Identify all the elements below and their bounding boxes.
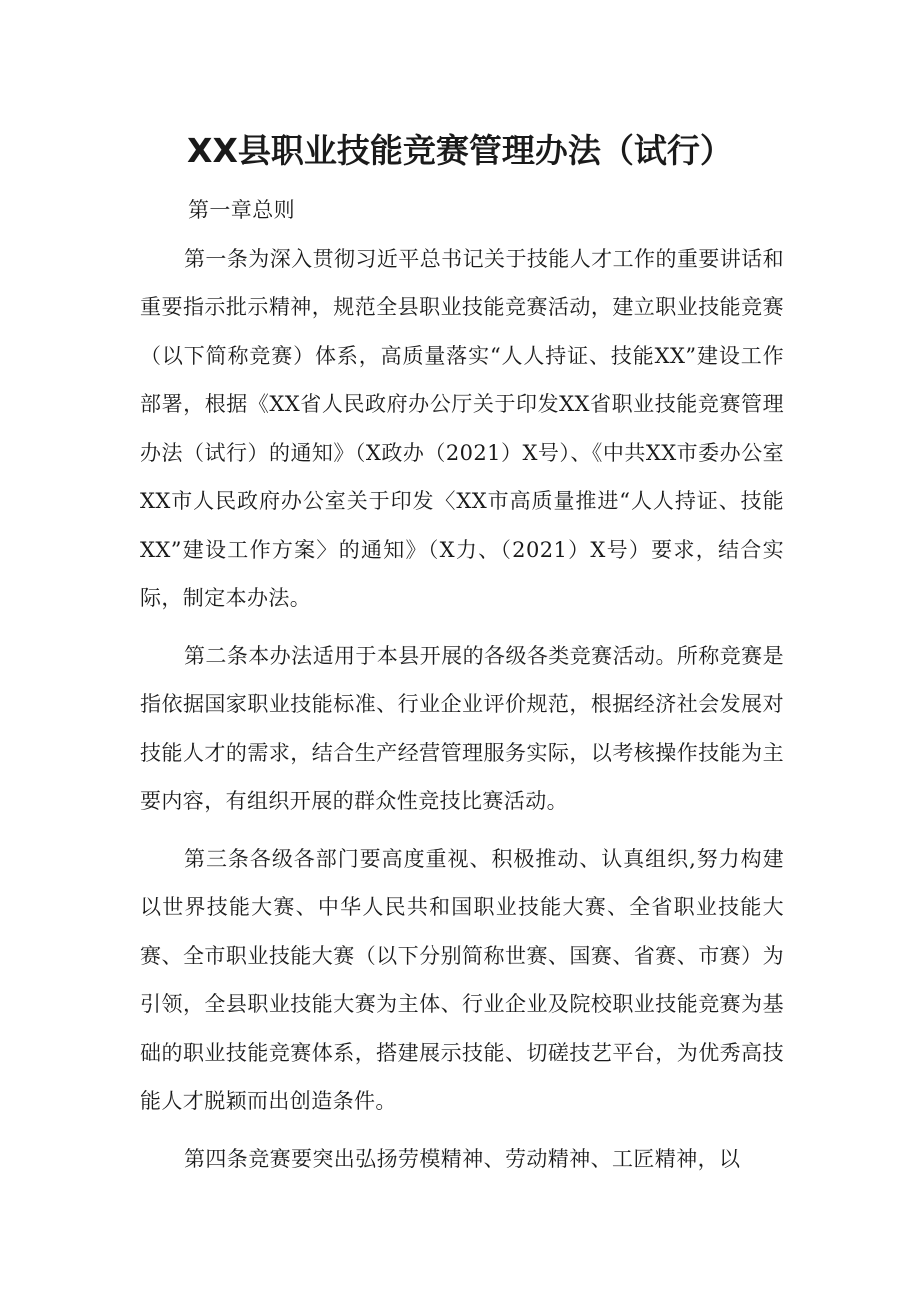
document-body: [140, 186, 784, 1183]
article-3: 第三条各级各部门要高度重视、积极推动、认真组织,努力构建以世界技能大赛、中华人民共和国职业技能大赛、全省职业技能大赛、全市职业技能大赛（以下分别简称世赛、国赛、省赛、市赛）为引领，全县职业技能大赛为主体、行业企业及院校职业技能竞赛为基础的职业技能竞赛体系，搭建展示技能、切磋技艺平台，为优秀高技能人才脱颖而出创造条件。: [140, 846, 784, 1113]
document-title: XX县职业技能竞赛管理办法（试行）: [187, 131, 733, 170]
article-1: 第一条为深入贯彻习近平总书记关于技能人才工作的重要讲话和重要指示批示精神，规范全县职业技能竞赛活动，建立职业技能竞赛（以下简称竞赛）体系，高质量落实“人人持证、技能XX”建设工作部署，根据《XX省人民政府办公厅关于印发XX省职业技能竞赛管理办法（试行）的通知》（X政办（2021）X号）、《中共XX市委办公室XX市人民政府办公室关于印发〈XX市高质量推进“人人持证、技能XX”建设工作方案〉的通知》（X力、（2021）X号）要求，结合实际，制定本办法。: [140, 246, 784, 610]
article-2: 第二条本办法适用于本县开展的各级各类竞赛活动。所称竞赛是指依据国家职业技能标准、行业企业评价规范，根据经济社会发展对技能人才的需求，结合生产经营管理服务实际，以考核操作技能为主要内容，有组织开展的群众性竞技比赛活动。: [140, 643, 784, 813]
article-4: 第四条竞赛要突出弘扬劳模精神、劳动精神、工匠精神，以: [184, 1146, 741, 1171]
chapter-heading: 第一章总则: [188, 198, 295, 222]
